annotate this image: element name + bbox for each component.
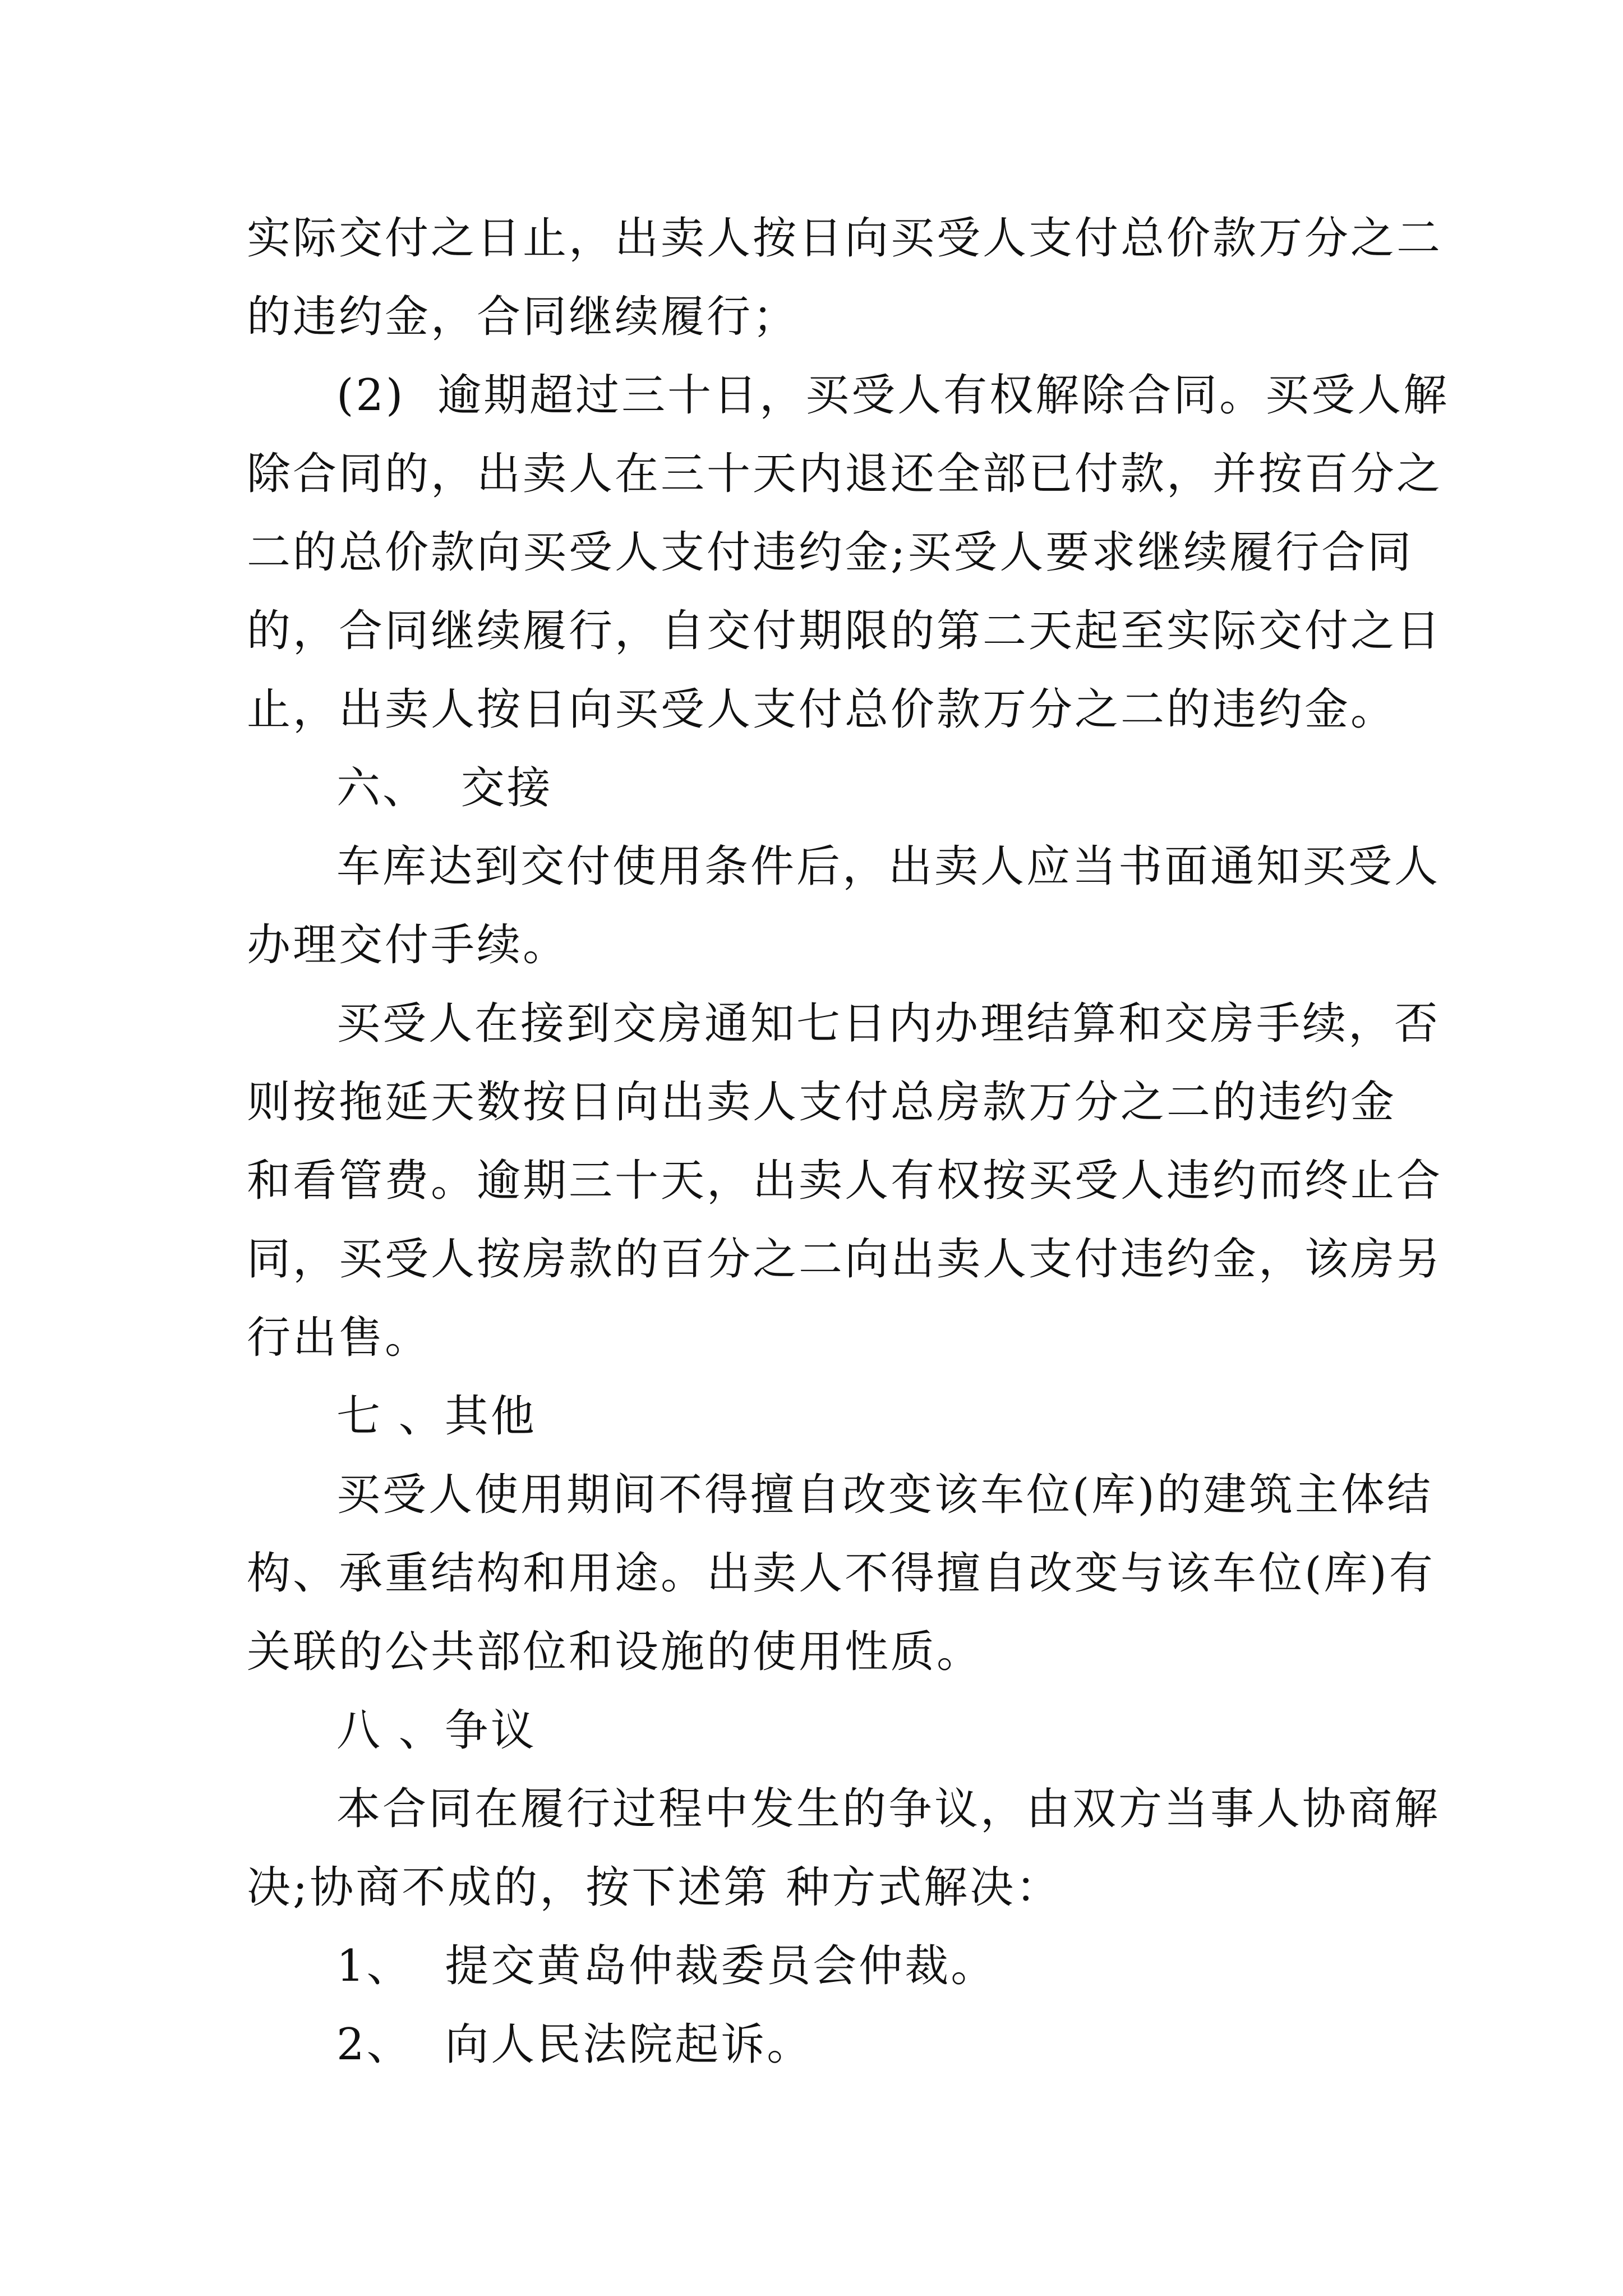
text-line: 则按拖延天数按日向出卖人支付总房款万分之二的违约金 — [247, 1077, 1397, 1128]
list-item: 2、 向人民法院起诉。 — [336, 2019, 813, 2070]
text-line: 同，买受人按房款的百分之二向出卖人支付违约金，该房另 — [247, 1234, 1443, 1285]
text-line: 除合同的，出卖人在三十天内退还全部已付款，并按百分之 — [247, 449, 1443, 499]
text-line: (2) 逾期超过三十日，买受人有权解除合同。买受人解 — [336, 370, 1450, 421]
text-line: 止，出卖人按日向买受人支付总价款万分之二的违约金。 — [247, 684, 1397, 735]
text-line: 二的总价款向买受人支付违约金;买受人要求继续履行合同 — [247, 527, 1414, 578]
text-line: 买受人使用期间不得擅自改变该车位(库)的建筑主体结 — [336, 1470, 1433, 1520]
section-heading: 八 、争议 — [336, 1705, 537, 1756]
list-item: 1、 提交黄岛仲裁委员会仲裁。 — [336, 1941, 997, 1991]
text-line: 的违约金，合同继续履行； — [247, 292, 799, 342]
text-line: 买受人在接到交房通知七日内办理结算和交房手续，否 — [336, 999, 1441, 1049]
text-line: 构、承重结构和用途。出卖人不得擅自改变与该车位(库)有 — [247, 1548, 1435, 1599]
text-line: 关联的公共部位和设施的使用性质。 — [247, 1627, 983, 1677]
text-line: 办理交付手续。 — [247, 920, 569, 970]
document-body — [247, 199, 1450, 2084]
text-line: 车库达到交付使用条件后，出卖人应当书面通知买受人 — [336, 841, 1441, 892]
text-line: 的，合同继续履行，自交付期限的第二天起至实际交付之日 — [247, 606, 1443, 656]
text-line: 行出售。 — [247, 1313, 431, 1363]
text-line: 实际交付之日止，出卖人按日向买受人支付总价款万分之二 — [247, 213, 1443, 264]
section-heading: 六、 交接 — [336, 763, 553, 813]
text-line: 决;协商不成的，按下述第 种方式解决： — [247, 1862, 1062, 1913]
section-heading: 七 、其他 — [336, 1391, 537, 1442]
text-line: 和看管费。逾期三十天，出卖人有权按买受人违约而终止合 — [247, 1156, 1443, 1206]
text-line: 本合同在履行过程中发生的争议，由双方当事人协商解 — [336, 1784, 1441, 1834]
